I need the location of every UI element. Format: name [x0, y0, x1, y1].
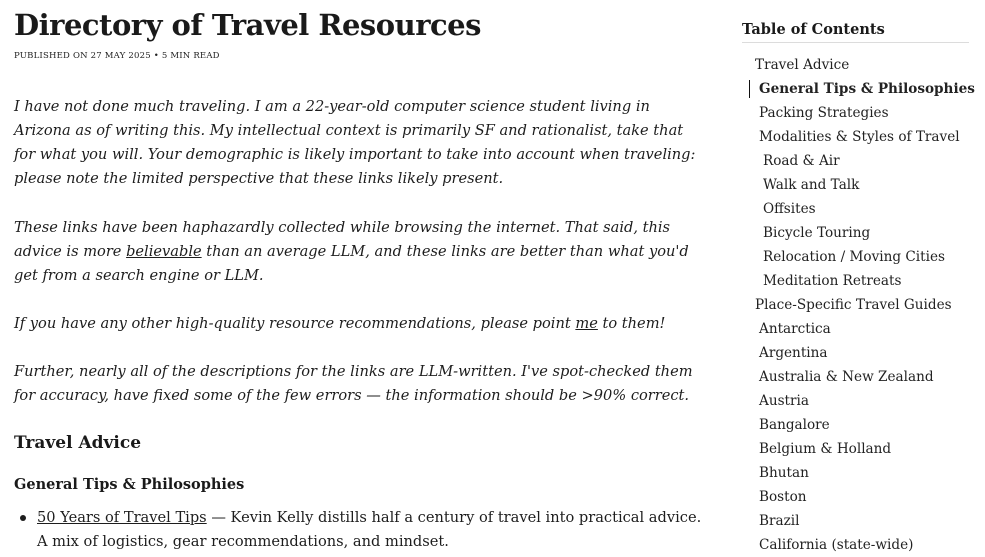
resource-description: — Kevin Kelly distills half a century of travel into practical advice. A mix of logistics, gear recommendations, and mindset. — [37, 509, 702, 550]
subsection-heading-general-tips: General Tips & Philosophies — [14, 476, 245, 493]
toc-item-packing-strategies[interactable]: Packing Strategies — [759, 105, 889, 121]
list-item — [14, 506, 704, 554]
resource-list — [14, 506, 704, 554]
contact-me-link[interactable]: me — [575, 315, 598, 332]
toc-item-meditation-retreats[interactable]: Meditation Retreats — [763, 273, 902, 289]
toc-item-bangalore[interactable]: Bangalore — [759, 417, 830, 433]
toc-item-walk-and-talk[interactable]: Walk and Talk — [763, 177, 860, 193]
toc-item-argentina[interactable]: Argentina — [759, 345, 828, 361]
toc-item-california[interactable]: California (state-wide) — [759, 537, 914, 553]
recommendations-text-end: to them! — [597, 315, 666, 332]
toc-item-brazil[interactable]: Brazil — [759, 513, 800, 529]
toc-item-general-tips[interactable]: General Tips & Philosophies — [759, 81, 975, 97]
toc-item-belgium-holland[interactable]: Belgium & Holland — [759, 441, 892, 457]
toc-item-place-specific[interactable]: Place-Specific Travel Guides — [755, 297, 952, 313]
toc-item-antarctica[interactable]: Antarctica — [759, 321, 831, 337]
toc-item-bhutan[interactable]: Bhutan — [759, 465, 809, 481]
toc-item-travel-advice[interactable]: Travel Advice — [755, 57, 850, 73]
bullet-icon — [20, 515, 26, 521]
post-meta: PUBLISHED ON 27 MAY 2025 • 5 MIN READ — [14, 51, 220, 61]
recommendations-text-start: If you have any other high-quality resource recommendations, please point — [14, 315, 576, 332]
toc-item-australia-nz[interactable]: Australia & New Zealand — [759, 369, 934, 385]
believable-link[interactable]: believable — [126, 243, 202, 260]
toc-item-austria[interactable]: Austria — [759, 393, 809, 409]
toc-item-relocation[interactable]: Relocation / Moving Cities — [763, 249, 945, 265]
page-title: Directory of Travel Resources — [14, 8, 481, 42]
section-heading-travel-advice: Travel Advice — [14, 433, 142, 453]
collection-text-start: These links have been haphazardly collected while browsing the internet. That said, this advice is more — [14, 219, 671, 260]
intro-paragraph: I have not done much traveling. I am a 22-year-old computer science student living in Arizona as of writing this. My intellectual context is primarily SF and rationalist, take that for what you will. Your demographic is likely important to take into account when traveling: please note the limited perspective that these links likely present. — [14, 98, 696, 187]
recommendations-paragraph — [14, 312, 665, 336]
disclaimer-paragraph: Further, nearly all of the descriptions for the links are LLM-written. I've spot-checked them for accuracy, have fixed some of the few errors — the information should be >90% correct. — [14, 363, 693, 404]
toc-item-road-air[interactable]: Road & Air — [763, 153, 840, 169]
resource-link[interactable]: 50 Years of Travel Tips — [37, 509, 207, 526]
toc-active-marker — [749, 80, 750, 98]
table-of-contents — [742, 0, 975, 556]
toc-title: Table of Contents — [742, 21, 969, 43]
toc-item-modalities[interactable]: Modalities & Styles of Travel — [759, 129, 960, 145]
toc-item-boston[interactable]: Boston — [759, 489, 807, 505]
collection-paragraph — [14, 216, 704, 288]
toc-item-bicycle-touring[interactable]: Bicycle Touring — [763, 225, 871, 241]
collection-text-end: than an average LLM, and these links are better than what you'd get from a search engine or LLM. — [14, 243, 689, 284]
toc-item-offsites[interactable]: Offsites — [763, 201, 816, 217]
